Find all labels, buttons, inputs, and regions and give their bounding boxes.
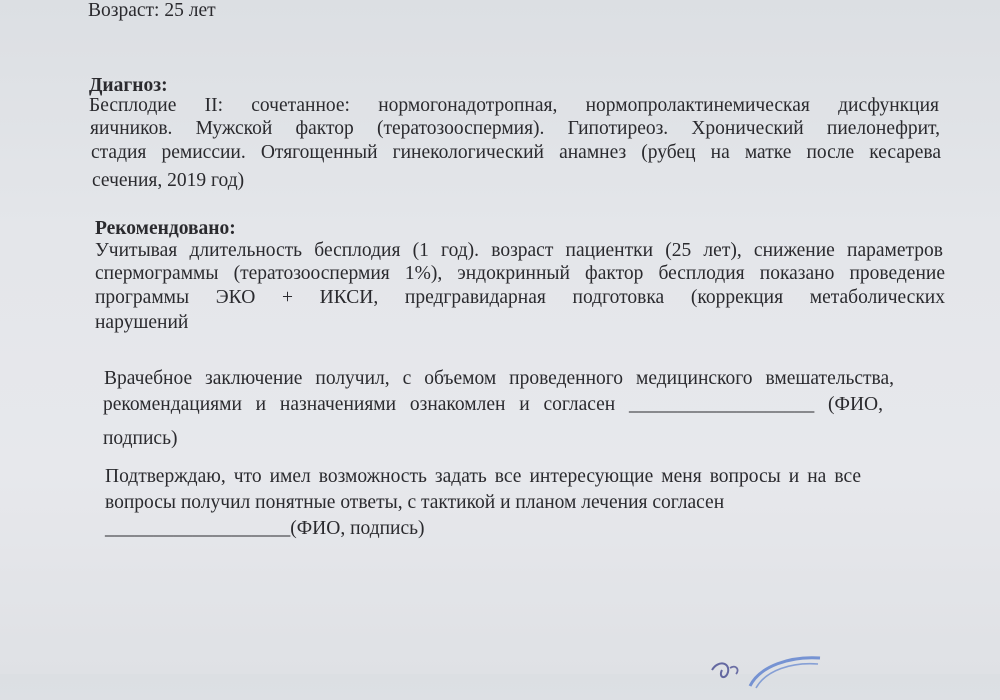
recommended-line: Учитывая длительность бесплодия (1 год). возраст пациентки (25 лет), снижение параметров (95, 240, 943, 261)
consent-line: рекомендациями и назначениями ознакомлен и согласен ___________________ (ФИО, (103, 394, 883, 415)
recommended-line: программы ЭКО + ИКСИ, предгравидарная подготовка (коррекция метаболических (95, 287, 945, 308)
stamp-mark (700, 640, 1000, 700)
diagnosis-heading: Диагноз: (89, 75, 168, 96)
confirm-line: вопросы получил понятные ответы, с тактикой и планом лечения согласен (105, 492, 725, 513)
confirm-line: ___________________(ФИО, подпись) (105, 518, 425, 539)
diagnosis-line: яичников. Мужской фактор (тератозооспермия). Гипотиреоз. Хронический пиелонефрит, (90, 118, 940, 139)
age-line: Возраст: 25 лет (88, 0, 216, 21)
diagnosis-line: стадия ремиссии. Отягощенный гинекологический анамнез (рубец на матке после кесарева (91, 142, 941, 163)
consent-line: Врачебное заключение получил, с объемом проведенного медицинского вмешательства, (104, 368, 894, 389)
consent-line: подпись) (103, 428, 178, 449)
recommended-line: спермограммы (тератозооспермия 1%), эндокринный фактор бесплодия показано проведение (95, 263, 945, 284)
recommended-heading: Рекомендовано: (95, 218, 236, 239)
diagnosis-line: Бесплодие II: сочетанное: нормогонадотропная, нормопролактинемическая дисфункция (89, 95, 939, 116)
confirm-line: Подтверждаю, что имел возможность задать все интересующие меня вопросы и на все (105, 466, 861, 487)
recommended-line: нарушений (95, 312, 189, 333)
diagnosis-line: сечения, 2019 год) (92, 170, 245, 191)
